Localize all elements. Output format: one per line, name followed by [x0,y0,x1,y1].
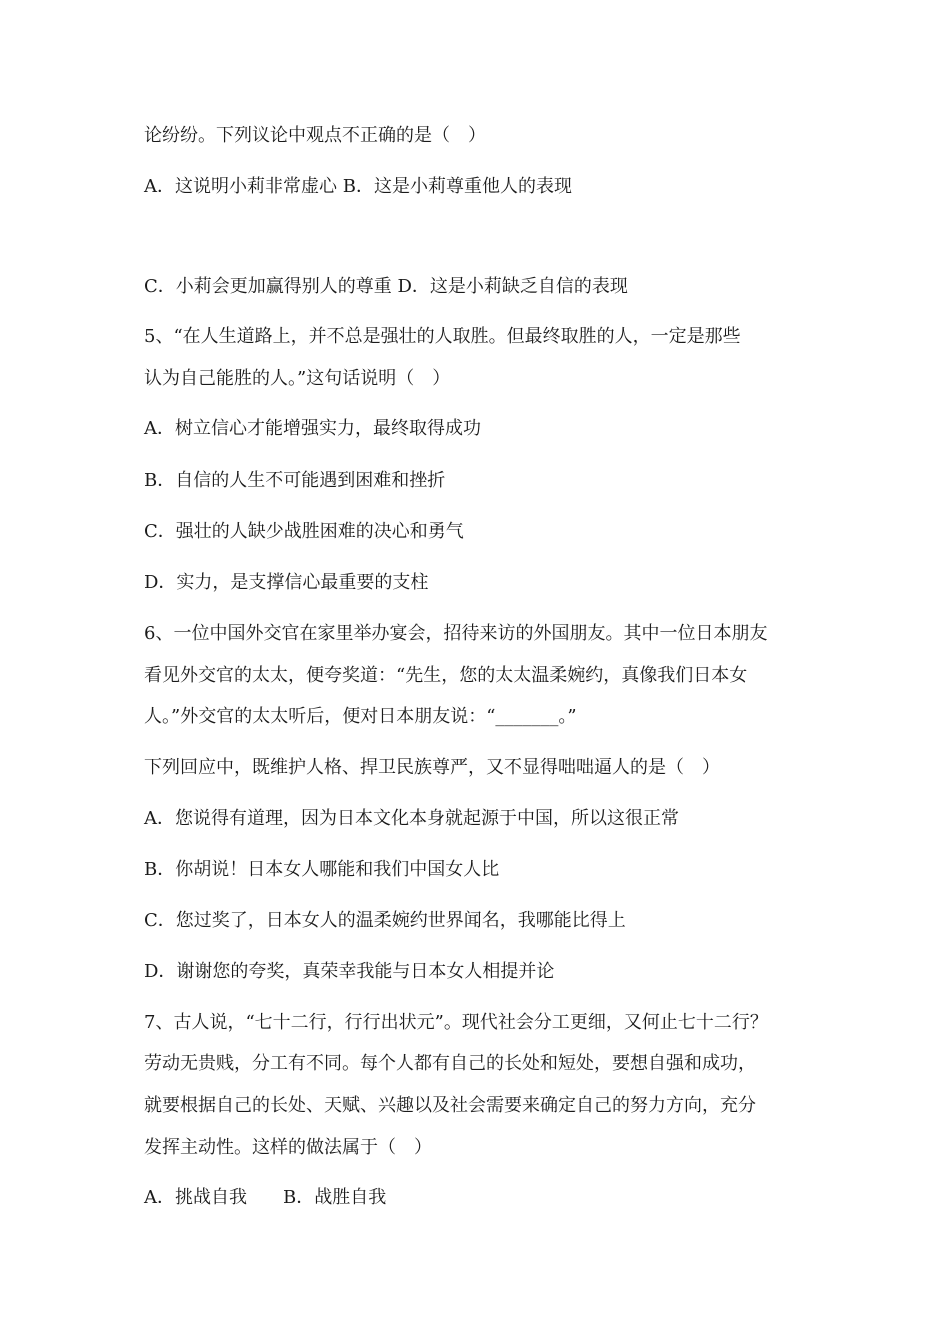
question-7-stem-line-3: 就要根据自己的长处、天赋、兴趣以及社会需要来确定自己的努力方向，充分 [144,1095,756,1116]
question-7-stem-line-4: 发挥主动性。这样的做法属于（ ） [144,1137,432,1158]
question-6-option-d: D．谢谢您的夸奖，真荣幸我能与日本女人相提并论 [144,961,555,982]
question-7-stem-line-2: 劳动无贵贱，分工有不同。每个人都有自己的长处和短处，要想自强和成功， [144,1053,756,1074]
question-5-stem-line-1: 5、“在人生道路上，并不总是强壮的人取胜。但最终取胜的人，一定是那些 [144,326,741,347]
question-6-prompt: 下列回应中，既维护人格、捍卫民族尊严，又不显得咄咄逼人的是（ ） [144,757,720,778]
question-6-option-a: A．您说得有道理，因为日本文化本身就起源于中国，所以这很正常 [144,808,679,829]
question-4-options-a-b: A．这说明小莉非常虚心 B．这是小莉尊重他人的表现 [144,176,572,197]
question-5-option-c: C．强壮的人缺少战胜困难的决心和勇气 [144,521,464,542]
question-6-stem-line-2: 看见外交官的太太，便夸奖道：“先生，您的太太温柔婉约，真像我们日本女 [144,665,748,686]
question-5-option-d: D．实力，是支撑信心最重要的支柱 [144,572,429,593]
question-6-option-b: B．你胡说！日本女人哪能和我们中国女人比 [144,859,500,880]
question-6-stem-line-3: 人。”外交官的太太听后，便对日本朋友说：“_______。” [144,706,577,727]
question-4-stem-end: 论纷纷。下列议论中观点不正确的是（ ） [144,125,486,146]
question-6-stem-line-1: 6、一位中国外交官在家里举办宴会，招待来访的外国朋友。其中一位日本朋友 [144,623,768,644]
question-5-option-b: B．自信的人生不可能遇到困难和挫折 [144,470,446,491]
question-6-option-c: C．您过奖了，日本女人的温柔婉约世界闻名，我哪能比得上 [144,910,626,931]
question-7-options-a-b: A．挑战自我 B．战胜自我 [144,1187,387,1208]
question-5-stem-line-2: 认为自己能胜的人。”这句话说明（ ） [144,368,451,389]
question-4-options-c-d: C．小莉会更加赢得别人的尊重 D．这是小莉缺乏自信的表现 [144,276,628,297]
question-5-option-a: A．树立信心才能增强实力，最终取得成功 [144,418,481,439]
question-7-stem-line-1: 7、古人说，“七十二行，行行出状元”。现代社会分工更细，又何止七十二行？ [144,1012,768,1033]
